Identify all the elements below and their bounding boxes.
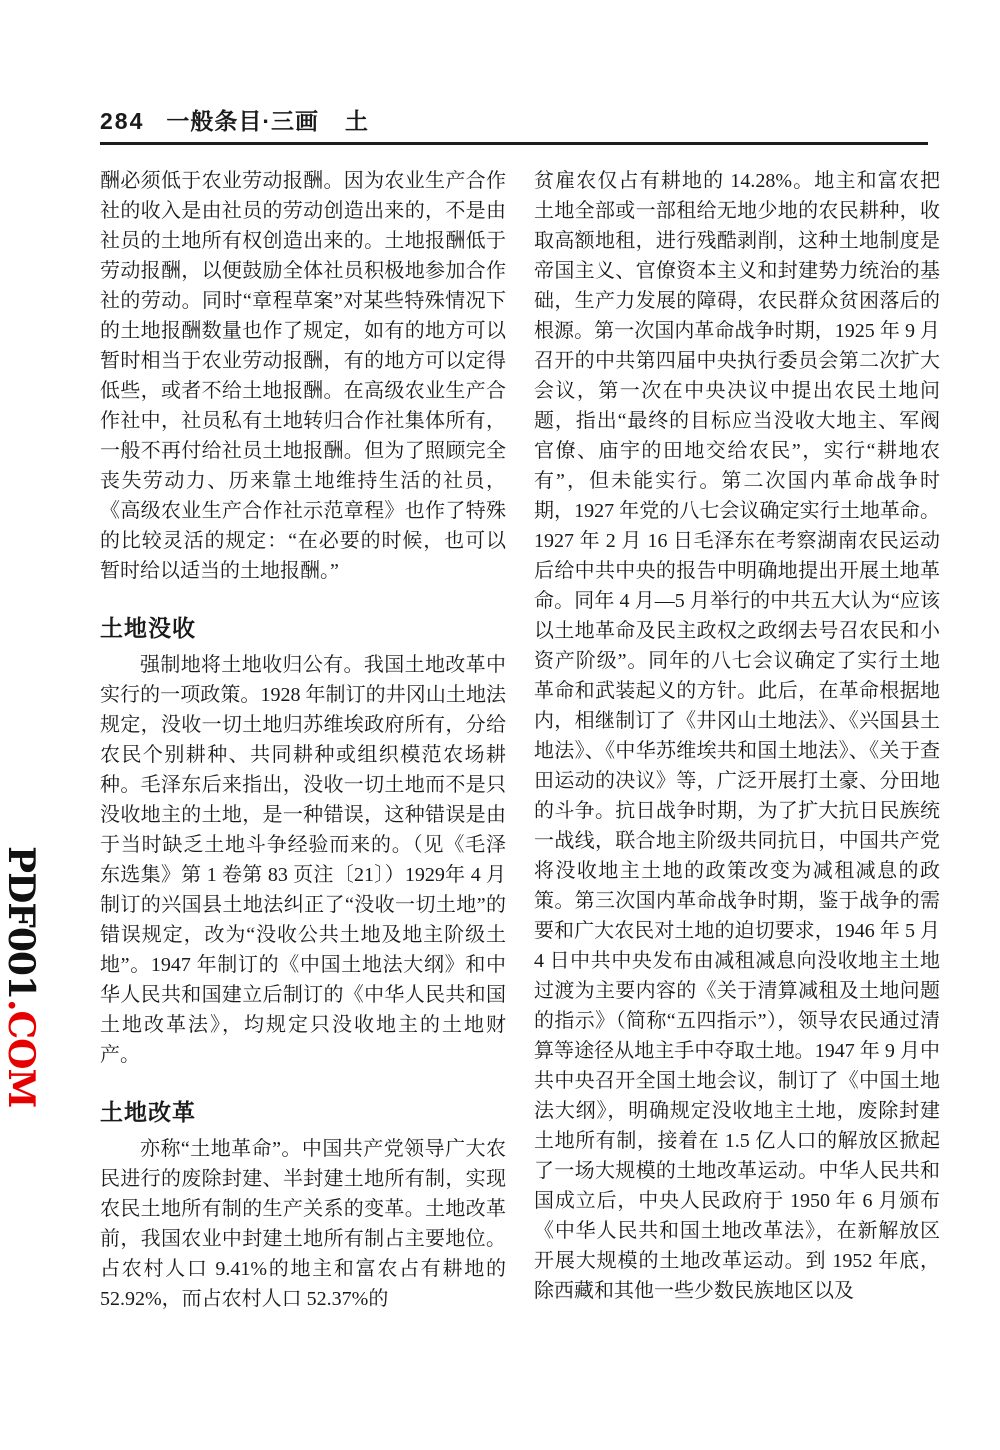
header-rule <box>100 142 928 145</box>
body-paragraph: 强制地将土地收归公有。我国土地改革中实行的一项政策。1928 年制订的井冈山土地法规定，没收一切土地归苏维埃政府所有，分给农民个别耕种、共同耕种或组织模范农场耕种。毛泽东后来指出，没收一切土地而不是只没收地主的土地，是一种错误，这种错误是由于当时缺乏土地斗争经验而来的。（见《毛泽东选集》第 1 卷第 83 页注〔21〕）1929年 4 月制订的兴国县土地法纠正了“没收一切土地”的错误规定，改为“没收公共土地及地主阶级土地”。1947 年制订的《中国土地法大纲》和中华人民共和国建立后制订的《中华人民共和国土地改革法》，均规定只没收地主的土地财产。 <box>100 654 506 1066</box>
text-columns <box>100 166 940 1314</box>
watermark-domain-text: PDF001 <box>0 846 42 999</box>
left-column <box>100 166 506 1314</box>
body-paragraph-continuation: 酬必须低于农业劳动报酬。因为农业生产合作社的收入是由社员的劳动创造出来的，不是由社员的土地所有权创造出来的。土地报酬低于劳动报酬，以便鼓励全体社员积极地参加合作社的劳动。同时“章程草案”对某些特殊情况下的土地报酬数量也作了规定，如有的地方可以暂时相当于农业劳动报酬，有的地方可以定得低些，或者不给土地报酬。在高级农业生产合作社中，社员私有土地转归合作社集体所有，一般不再付给社员土地报酬。但为了照顾完全丧失劳动力、历来靠土地维持生活的社员，《高级农业生产合作社示范章程》也作了特殊的比较灵活的规定：“在必要的时候，也可以暂时给以适当的土地报酬。” <box>100 170 506 582</box>
watermark-tld-text: .COM <box>0 999 42 1108</box>
right-column <box>534 166 940 1314</box>
page-header <box>100 108 928 134</box>
entry-heading-land-reform: 土地改革 <box>100 1099 196 1125</box>
page-number: 284 <box>100 108 145 134</box>
watermark <box>2 846 40 1107</box>
body-paragraph: 亦称“土地革命”。中国共产党领导广大农民进行的废除封建、半封建土地所有制，实现农民土地所有制的生产关系的变革。土地改革前，我国农业中封建土地所有制占主要地位。占农村人口 9.41%的地主和富农占有耕地的 52.92%，而占农村人口 52.37%的 <box>100 1138 506 1310</box>
entry-heading-land-confiscation: 土地没收 <box>100 615 196 641</box>
body-paragraph-continuation: 贫雇农仅占有耕地的 14.28%。地主和富农把土地全部或一部租给无地少地的农民耕种，收取高额地租，进行残酷剥削，这种土地制度是帝国主义、官僚资本主义和封建势力统治的基础，生产力发展的障碍，农民群众贫困落后的根源。第一次国内革命战争时期，1925 年 9 月召开的中共第四届中央执行委员会第二次扩大会议，第一次在中央决议中提出农民土地问题，指出“最终的目标应当没收大地主、军阀官僚、庙宇的田地交给农民”，实行“耕地农有”，但未能实行。第二次国内革命战争时期，1927 年党的八七会议确定实行土地革命。1927 年 2 月 16 日毛泽东在考察湖南农民运动后给中共中央的报告中明确地提出开展土地革命。同年 4 月—5 月举行的中共五大认为“应该以土地革命及民主政权之政纲去号召农民和小资产阶级”。同年的八七会议确定了实行土地革命和武装起义的方针。此后，在革命根据地内，相继制订了《井冈山土地法》、《兴国县土地法》、《中华苏维埃共和国土地法》、《关于查田运动的决议》等，广泛开展打土豪、分田地的斗争。抗日战争时期，为了扩大抗日民族统一战线，联合地主阶级共同抗日，中国共产党将没收地主土地的政策改变为减租减息的政策。第三次国内革命战争时期，鉴于战争的需要和广大农民对土地的迫切要求，1946 年 5 月 4 日中共中央发布由减租减息向没收地主土地过渡为主要内容的《关于清算减租及土地问题的指示》（简称“五四指示”），领导农民通过清算等途径从地主手中夺取土地。1947 年 9 月中共中央召开全国土地会议，制订了《中国土地法大纲》，明确规定没收地主土地，废除封建土地所有制，接着在 1.5 亿人口的解放区掀起了一场大规模的土地改革运动。中华人民共和国成立后，中央人民政府于 1950 年 6 月颁布《中华人民共和国土地改革法》，在新解放区开展大规模的土地改革运动。到 1952 年底，除西藏和其他一些少数民族地区以及 <box>534 170 940 1302</box>
radical-character: 土 <box>345 108 370 134</box>
section-title: 一般条目·三画 <box>166 108 320 134</box>
